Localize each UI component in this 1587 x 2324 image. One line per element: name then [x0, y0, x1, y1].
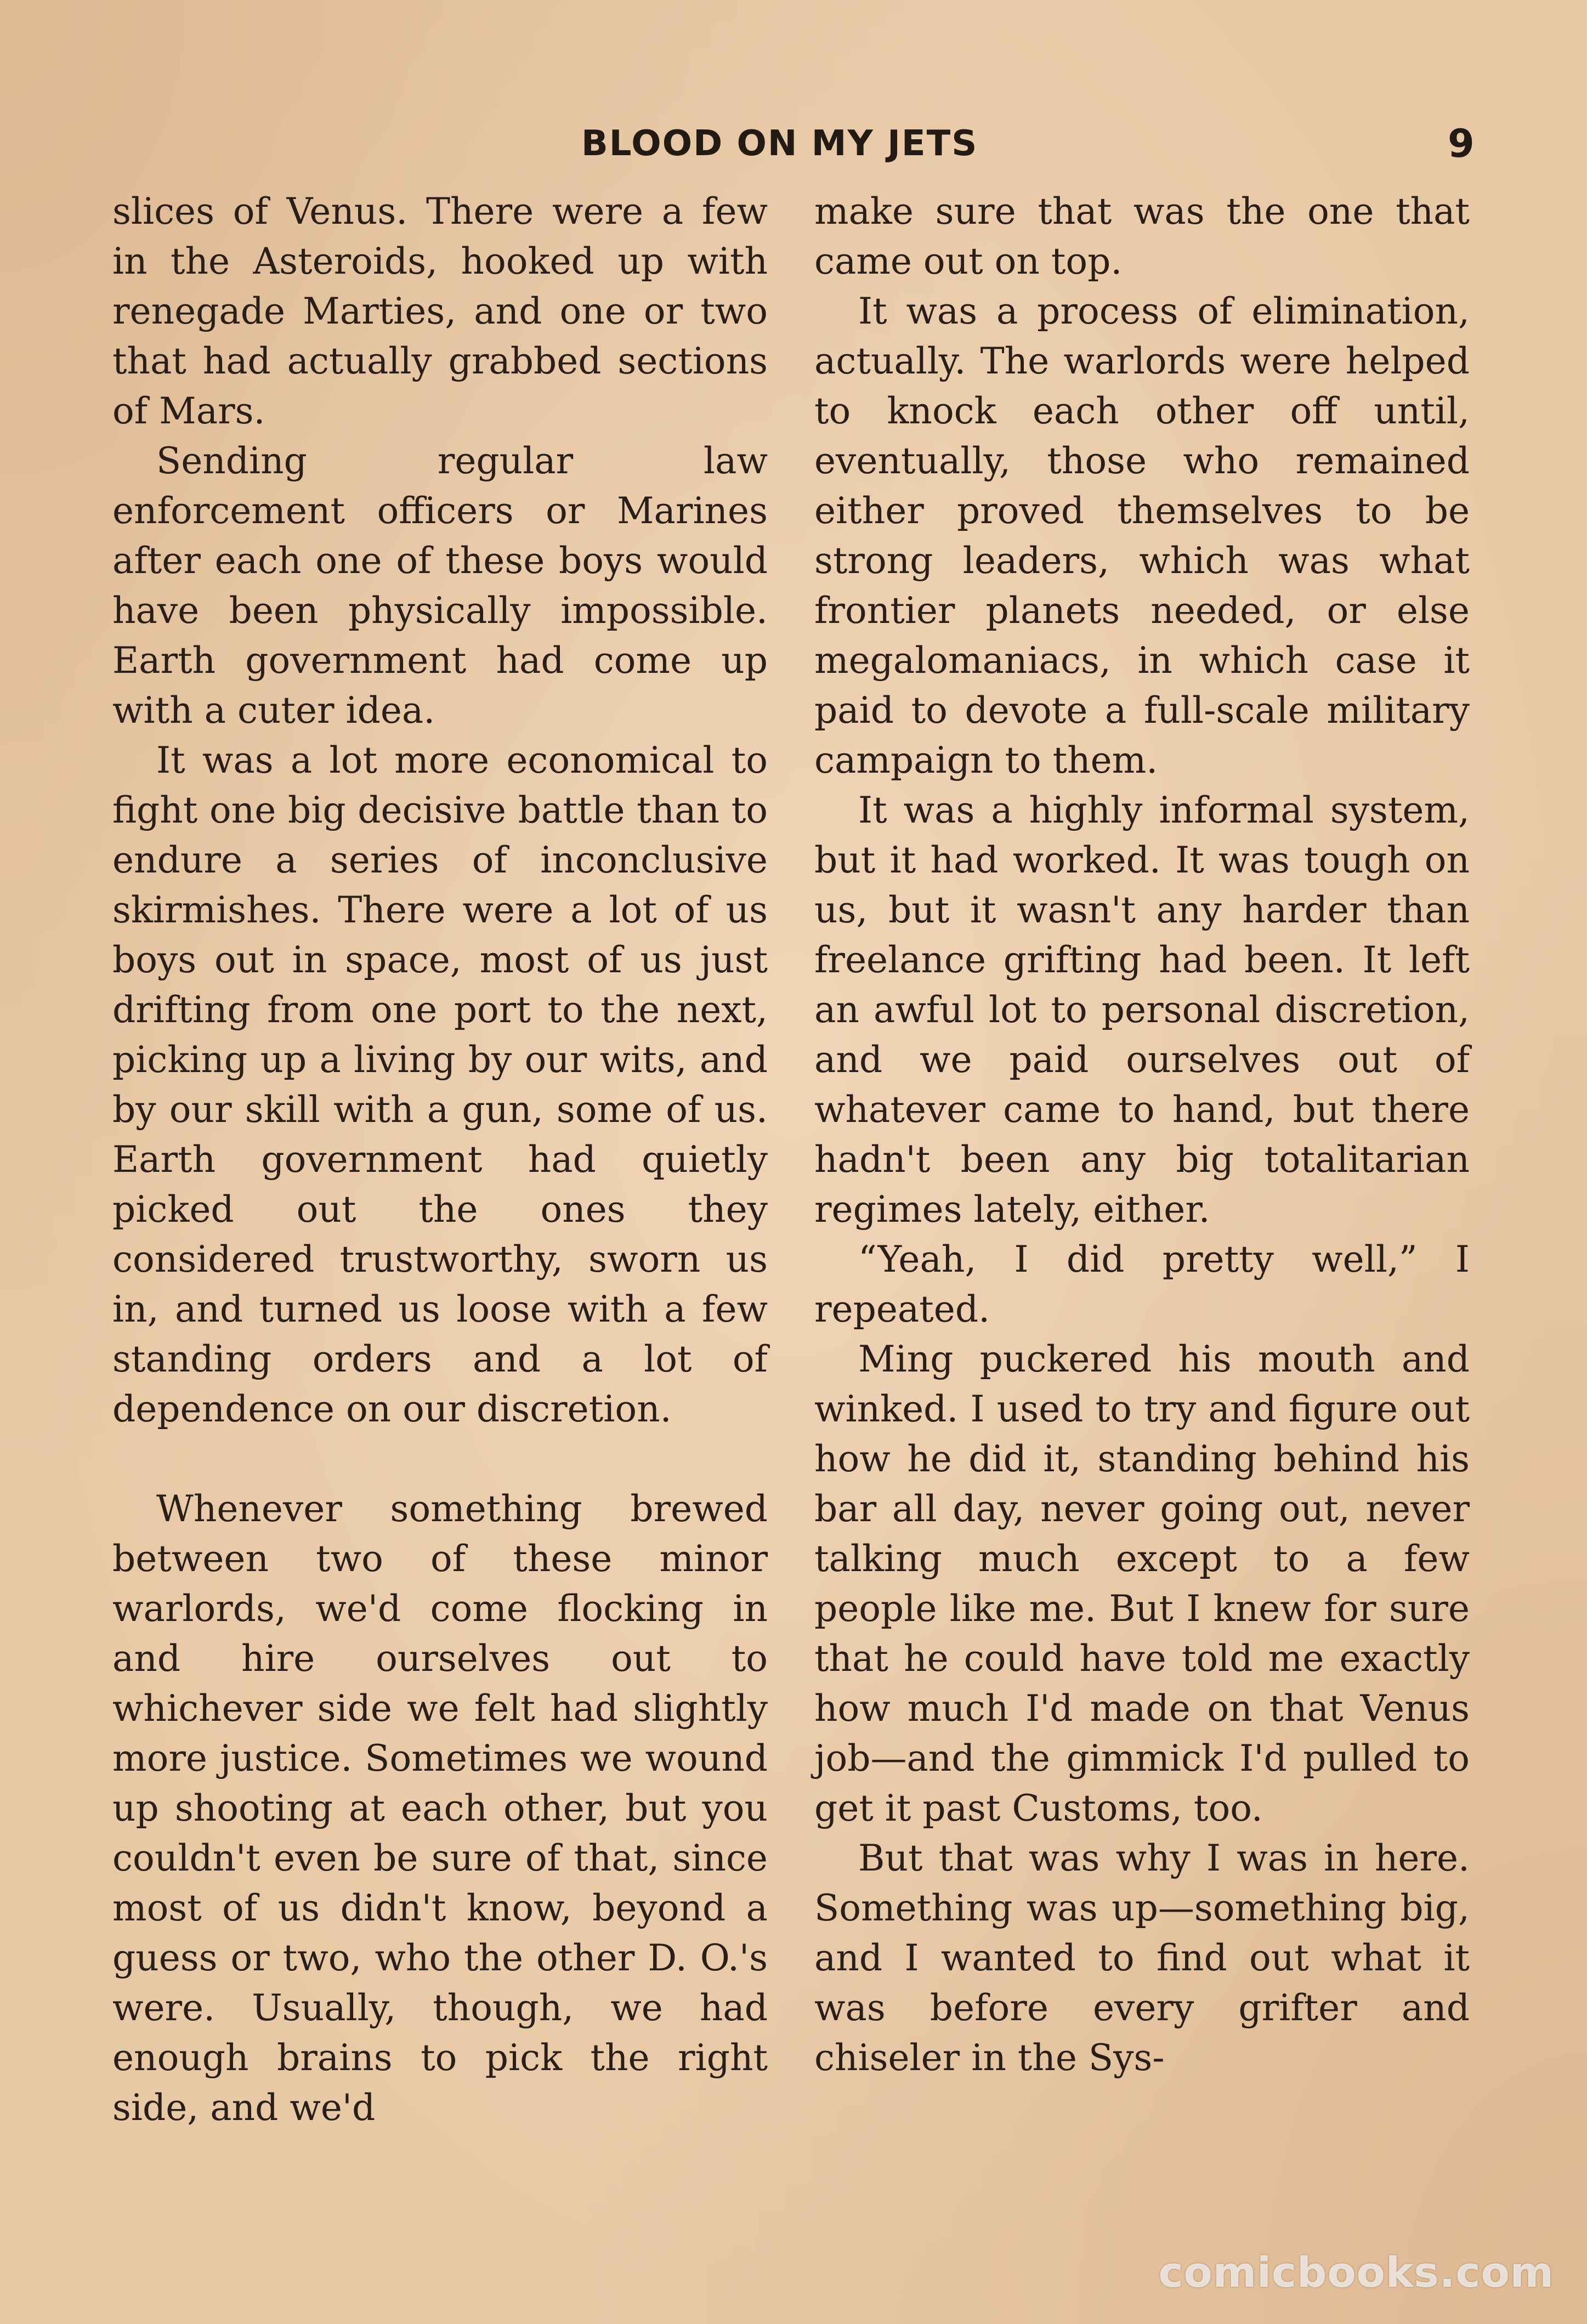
paragraph: make sure that was the one that came out on top.: [814, 190, 1470, 282]
paragraph: It was a highly informal system, but it had worked. It was tough on us, but it wasn't any harder than freelance grifting had been. It left an awful lot to personal discretion, and we paid ourselves out of whatever came to hand, but there hadn't been any big totalitarian regimes lately, either.: [814, 789, 1470, 1231]
running-title: BLOOD ON MY JETS: [581, 123, 978, 164]
page-number: 9: [1448, 121, 1475, 166]
page-header: [0, 118, 1587, 178]
paragraph: slices of Venus. There were a few in the Asteroids, hooked up with renegade Marties, and one or two that had actually grabbed sections of Mars.: [112, 190, 768, 432]
paragraph: Ming puckered his mouth and winked. I used to try and figure out how he did it, standing behind his bar all day, never going out, never talking much except to a few people like me. But I knew for sure that he could have told me exactly how much I'd made on that Venus job—and the gimmick I'd pulled to get it past Customs, too.: [814, 1338, 1470, 1829]
right-column: [814, 186, 1470, 2083]
left-column: [112, 186, 768, 2133]
paragraph: “Yeah, I did pretty well,” I repeated.: [814, 1238, 1470, 1330]
site-watermark: comicbooks.com: [1158, 2248, 1554, 2297]
paragraph: But that was why I was in here. Something was up—something big, and I wanted to find out what it was before every grifter and chiseler in the Sys-: [814, 1837, 1470, 2079]
paragraph: Whenever something brewed between two of these minor warlords, we'd come flocking in and hire ourselves out to whichever side we felt had slightly more justice. Sometimes we wound up shooting at each other, but you couldn't even be sure of that, since most of us didn't know, beyond a guess or two, who the other D. O.'s were. Usually, though, we had enough brains to pick the right side, and we'd: [112, 1488, 768, 2129]
paragraph: Sending regular law enforcement officers or Marines after each one of these boys would have been physically impossible. Earth government had come up with a cuter idea.: [112, 440, 768, 732]
paragraph: It was a lot more economical to fight one big decisive battle than to endure a series of inconclusive skirmishes. There were a lot of us boys out in space, most of us just drifting from one port to the next, picking up a living by our wits, and by our skill with a gun, some of us. Earth government had quietly picked out the ones they considered trustworthy, sworn us in, and turned us loose with a few standing orders and a lot of dependence on our discretion.: [112, 739, 768, 1430]
paragraph: It was a process of elimination, actually. The warlords were helped to knock each other off until, eventually, those who remained either proved themselves to be strong leaders, which was what frontier planets needed, or else megalomaniacs, in which case it paid to devote a full-scale military campaign to them.: [814, 290, 1470, 781]
